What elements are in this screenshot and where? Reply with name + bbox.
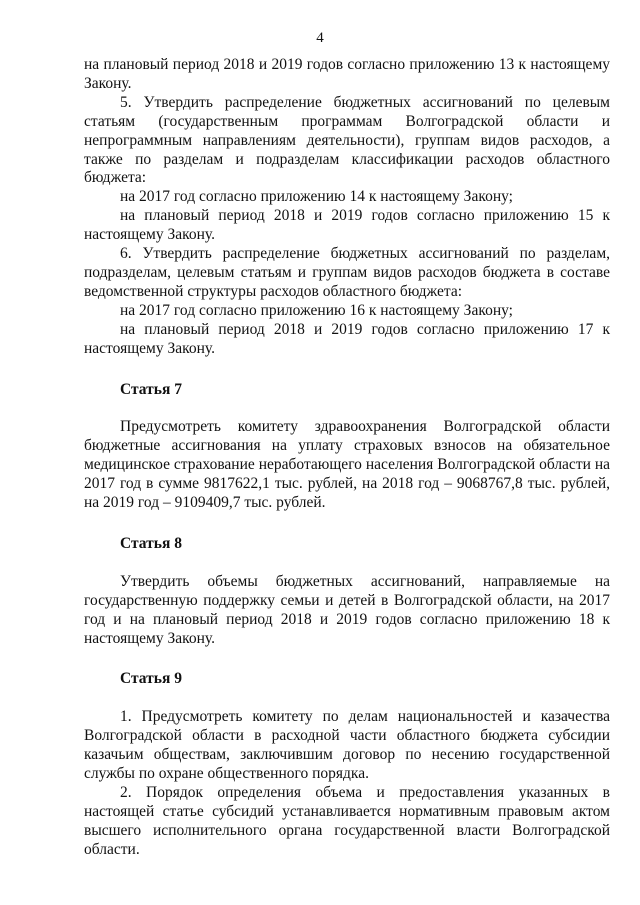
paragraph: 6. Утвердить распределение бюджетных ассигнований по разделам, подразделам, целевым статьям и группам видов расходов бюджета в составе ведомственной структуры расходов областного бюджета: xyxy=(84,245,610,300)
article-8-paragraph: Утвердить объемы бюджетных ассигнований, направляемые на государственную поддержку семьи и детей в Волгоградской области, на 2017 год и на плановый период 2018 и 2019 годов согласно приложению 18 к настоящему Закону. xyxy=(84,572,610,647)
page-number: 4 xyxy=(316,30,324,46)
paragraph: на 2017 год согласно приложению 14 к настоящему Закону; xyxy=(120,188,513,206)
article-8-heading: Статья 8 xyxy=(120,534,182,552)
document-body xyxy=(84,56,610,860)
article-9-paragraph-1: 1. Предусмотреть комитету по делам национальностей и казачества Волгоградской области в расходной части областного бюджета субсидии казачьим обществам, заключившим договор по несению государственной службы по охране общественного порядка. xyxy=(84,708,610,783)
article-9-paragraph-2: 2. Порядок определения объема и предоставления указанных в настоящей статье субсидий устанавливается нормативным правовым актом высшего исполнительного органа государственной власти Волгоградской области. xyxy=(84,784,610,858)
article-9-heading: Статья 9 xyxy=(120,670,182,688)
paragraph: на плановый период 2018 и 2019 годов согласно приложению 17 к настоящему Закону. xyxy=(84,320,610,357)
article-7-paragraph: Предусмотреть комитету здравоохранения Волгоградской области бюджетные ассигнования на уплату страховых взносов на обязательное медицинское страхование неработающего населения Волгоградской области на 2017 год в сумме 9817622,1 тыс. рублей, на 2018 год – 9068767,8 тыс. рублей, на 2019 год – 9109409,7 тыс. рублей. xyxy=(84,418,610,512)
article-7-heading: Статья 7 xyxy=(120,380,182,398)
paragraph: 5. Утвердить распределение бюджетных ассигнований по целевым статьям (государственным программам Волгоградской области и непрограммным направлениям деятельности), группам видов расходов, а также по разделам и подразделам классификации расходов областного бюджета: xyxy=(84,93,610,187)
paragraph: на плановый период 2018 и 2019 годов согласно приложению 13 к настоящему Закону. xyxy=(84,56,610,92)
paragraph: на плановый период 2018 и 2019 годов согласно приложению 15 к настоящему Закону. xyxy=(84,207,610,244)
paragraph: на 2017 год согласно приложению 16 к настоящему Закону; xyxy=(120,301,513,319)
